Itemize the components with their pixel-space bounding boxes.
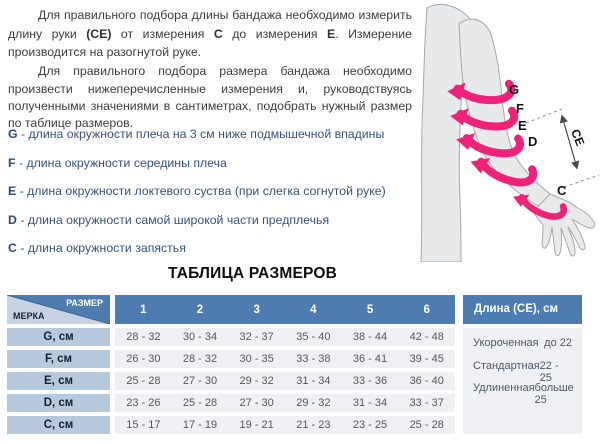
dashed-guide-e [526, 109, 562, 123]
cell-value: 23 - 26 [126, 397, 161, 409]
row-label: G, см [7, 328, 110, 346]
length-row-long [473, 382, 572, 405]
cell-value: 33 - 36 [352, 375, 388, 387]
cell-value: 33 - 37 [409, 397, 444, 409]
row-label: E, см [7, 372, 110, 390]
cell-value: 21 - 23 [296, 419, 331, 431]
cell-value: 17 - 19 [182, 419, 218, 431]
cell-value: 26 - 30 [126, 353, 161, 365]
intro-text [8, 6, 412, 133]
cell-value: 32 - 37 [239, 331, 274, 343]
cell-value: 31 - 34 [352, 397, 388, 409]
diagram-label-e: E [518, 118, 527, 133]
measure-letter: G [8, 127, 18, 141]
length-row-short [473, 337, 572, 360]
length-range: 22 - 25 [539, 359, 559, 384]
diagram-label-g: G [509, 82, 520, 97]
size-column-4: 4 [310, 303, 317, 316]
length-type: Удлиненная [473, 382, 535, 394]
row-values [115, 372, 455, 390]
size-column-6: 6 [423, 303, 430, 316]
measurement-item-d [8, 212, 412, 228]
intro-paragraph-1 [8, 6, 412, 62]
measure-text: - длина окружности середины плеча [18, 155, 227, 170]
measurement-item-e [8, 183, 412, 199]
measurement-item-c [8, 240, 412, 256]
size-column-5: 5 [366, 303, 374, 316]
row-label: C, см [7, 416, 110, 434]
measurement-item-g [8, 126, 412, 142]
arm-diagram-svg [415, 0, 600, 262]
length-table [463, 295, 582, 434]
intro-p1-ce: (CE) [86, 26, 112, 41]
cell-value: 25 - 28 [182, 397, 218, 409]
measure-letter: E [8, 184, 17, 198]
row-values [115, 416, 455, 434]
diagram-label-c: C [557, 183, 567, 198]
measure-letter: C [8, 241, 17, 255]
intro-p1-text: Для правильного подбора длины бандажа необходимо измерить длину руки [8, 8, 412, 41]
size-column-1: 1 [140, 303, 147, 316]
measurement-item-f [8, 155, 412, 171]
measure-text: - длина окружности запястья [20, 241, 186, 255]
cell-value: 19 - 21 [239, 419, 274, 431]
size-columns-header [115, 295, 455, 324]
table-row-g [0, 328, 455, 346]
intro-p1-text4: . Измерение производится на разогнутой руке. [8, 26, 413, 60]
cell-value: 25 - 28 [126, 375, 161, 387]
cell-value: 28 - 32 [126, 331, 161, 343]
measure-text: - длина окружности самой широкой части предплечья [20, 212, 330, 227]
cell-value: 28 - 32 [182, 353, 218, 365]
cell-value: 36 - 41 [352, 353, 388, 365]
table-row-c [0, 416, 455, 434]
intro-paragraph-2: Для правильного подбора размера бандажа необходимо произвести нижеперечисленные измерения и, руководствуясь полученными значениями в сантиметрах, подобрать нужный размер по таблице размеров. [8, 64, 412, 131]
measurement-list [8, 126, 412, 269]
size-tables [0, 295, 600, 440]
cell-value: 31 - 34 [296, 375, 331, 387]
row-values [115, 350, 455, 368]
intro-p1-c: C [213, 26, 223, 41]
table-row-d [0, 394, 455, 412]
length-row-standard [473, 360, 572, 383]
length-table-body [463, 328, 582, 434]
table-row-e [0, 372, 455, 390]
intro-p1-e: E [326, 26, 336, 41]
dashed-guide-c [564, 175, 599, 187]
size-table-corner-cell [7, 295, 110, 324]
cell-value: 25 - 28 [409, 419, 444, 431]
cell-value: 27 - 30 [182, 375, 218, 387]
measure-letter: D [8, 212, 17, 227]
size-column-3: 3 [253, 303, 260, 316]
table-row-f [0, 350, 455, 368]
length-range: до 22 [544, 337, 572, 349]
cell-value: 33 - 38 [296, 353, 331, 365]
diagram-label-d: D [528, 134, 538, 149]
cell-value: 15 - 17 [126, 419, 161, 431]
cell-value: 29 - 32 [296, 397, 331, 409]
measure-letter: F [8, 155, 16, 170]
intro-p1-text2: от измерения [111, 26, 214, 41]
length-type: Укороченная [473, 337, 539, 349]
length-table-header: Длина (CE), см [463, 295, 582, 324]
cell-value: 23 - 25 [352, 419, 388, 431]
length-type: Стандартная [473, 359, 540, 372]
row-label: D, см [7, 394, 110, 412]
cell-value: 42 - 48 [409, 331, 444, 343]
measure-text: - длина окружности локтевого суства (при слегка согнутой руке) [19, 184, 386, 198]
cell-value: 38 - 44 [352, 331, 388, 343]
cell-value: 30 - 35 [239, 353, 274, 365]
size-column-2: 2 [196, 303, 204, 316]
row-values [115, 328, 455, 346]
arm-measurement-diagram [415, 0, 600, 262]
cell-value: 39 - 45 [409, 353, 444, 365]
cell-value: 36 - 40 [409, 375, 444, 387]
cell-value: 35 - 40 [296, 331, 331, 343]
size-table-title: ТАБЛИЦА РАЗМЕРОВ [168, 265, 337, 282]
corner-razmer-label: РАЗМЕР [66, 298, 103, 308]
length-range: больше 25 [534, 382, 574, 406]
diagram-label-f: F [516, 101, 524, 116]
measure-text: - длина окружности плеча на 3 см ниже подмышечной впадины [21, 127, 385, 141]
row-label: F, см [7, 350, 110, 368]
diagram-label-ce: CE [568, 127, 588, 148]
row-values [115, 394, 455, 412]
cell-value: 29 - 32 [239, 375, 274, 387]
cell-value: 27 - 30 [239, 397, 274, 409]
intro-p1-text3: до измерения [222, 26, 327, 41]
cell-value: 30 - 34 [182, 331, 218, 343]
corner-merka-label: МЕРКА [13, 311, 45, 321]
